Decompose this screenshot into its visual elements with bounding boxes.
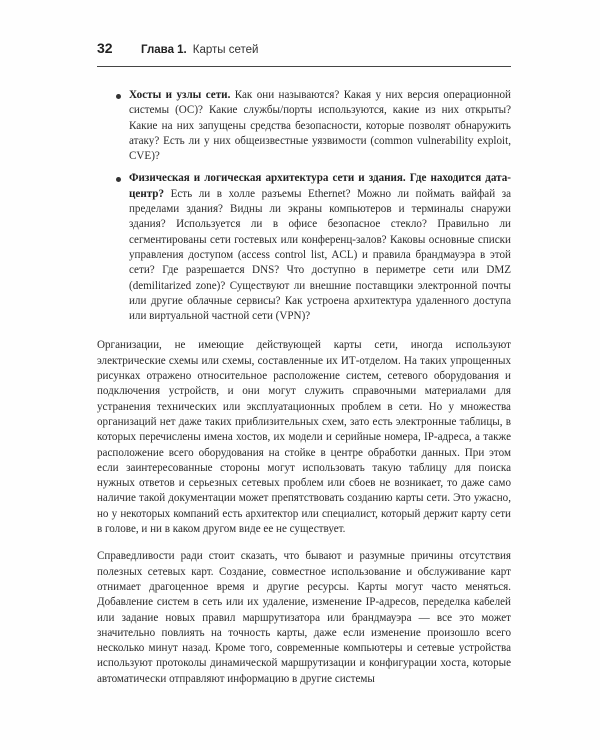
bullet-text: Как они называются? Какая у них версия операционной системы (ОС)? Какие службы/порты используются, какие из них открыты? Какие на них запущены средства безопасности, которые позволят обнаружить атаку? Есть ли у них общеизвестные уязвимости (common vulnerability exploit, CVE)? xyxy=(129,89,511,163)
page-number: 32 xyxy=(97,40,113,56)
bullet-icon xyxy=(116,94,121,99)
body-paragraph: Справедливости ради стоит сказать, что бывают и разумные причины отсутствия полезных сетевых карт. Создание, совместное использование и обслуживание карт отнимает драгоценное время и другие ресурсы. Карты могут часто меняться. Добавление систем в сеть или их удаление, изменение IP-адресов, переделка кабелей или задание новых правил маршрутизатора или брандмауэра — все это может значительно повлиять на точность карты, даже если изменение произошло всего несколько минут назад. Кроме того, современные компьютеры и сетевые устройства используют протоколы динамической маршрутизации и конфигурации хоста, которые автоматически отправляют информацию в другие системы xyxy=(97,550,511,685)
list-item xyxy=(97,171,511,324)
chapter-label: Глава 1. xyxy=(141,44,187,56)
header-rule xyxy=(97,66,511,67)
bullet-icon xyxy=(116,177,121,182)
chapter-title: Карты сетей xyxy=(192,44,259,56)
bullet-lead: Хосты и узлы сети. xyxy=(129,89,231,101)
bullet-lead: Физическая и логическая архитектура сети и здания. Где находится дата-центр? xyxy=(129,172,511,200)
bullet-text: Есть ли в холле разъемы Ethernet? Можно ли поймать вайфай за пределами здания? Видны ли экраны компьютеров и терминалы снаружи здания? Используется ли в офисе безопасное стекло? Правильно ли сегментированы сети гостевых или конференц-залов? Каковы основные списки управления доступом (access control list, ACL) и правила брандмауэра в этой сети? Где разрешается DNS? Что доступно в периметре сети или DMZ (demilitarized zone)? Существуют ли внешние поставщики электронной почты или другие облачные сервисы? Как устроена архитектура удаленного доступа или виртуальной частной сети (VPN)? xyxy=(129,187,511,323)
page-body xyxy=(97,88,511,687)
list-item xyxy=(97,88,511,164)
running-head xyxy=(97,40,517,62)
body-paragraph: Организации, не имеющие действующей карты сети, иногда используют электрические схемы или схемы, составленные их ИТ-отделом. На таких упрощенных рисунках отражено относительное расположение систем, сетевого оборудования и подключения устройств, и они могут служить справочными материалами для устранения технических или эксплуатационных проблем в сети. Но у множества организаций нет даже таких приблизительных схем, зато есть электронные таблицы, в которых перечислены имена хостов, их модели и серийные номера, IP-адреса, а также расположение всего оборудования на стойке в центре обработки данных. При этом если заинтересованные стороны могут использовать такую таблицу для поиска нужных ответов и серьезных сетевых проблем или сбоев не возникает, то даже само наличие такой документации может препятствовать созданию карты сети. Это ужасно, но у некоторых компаний есть архитектор или специалист, который держит карту сети в голове, и ни в каком другом виде ее не существует. xyxy=(97,339,511,536)
bullet-list xyxy=(97,88,511,324)
